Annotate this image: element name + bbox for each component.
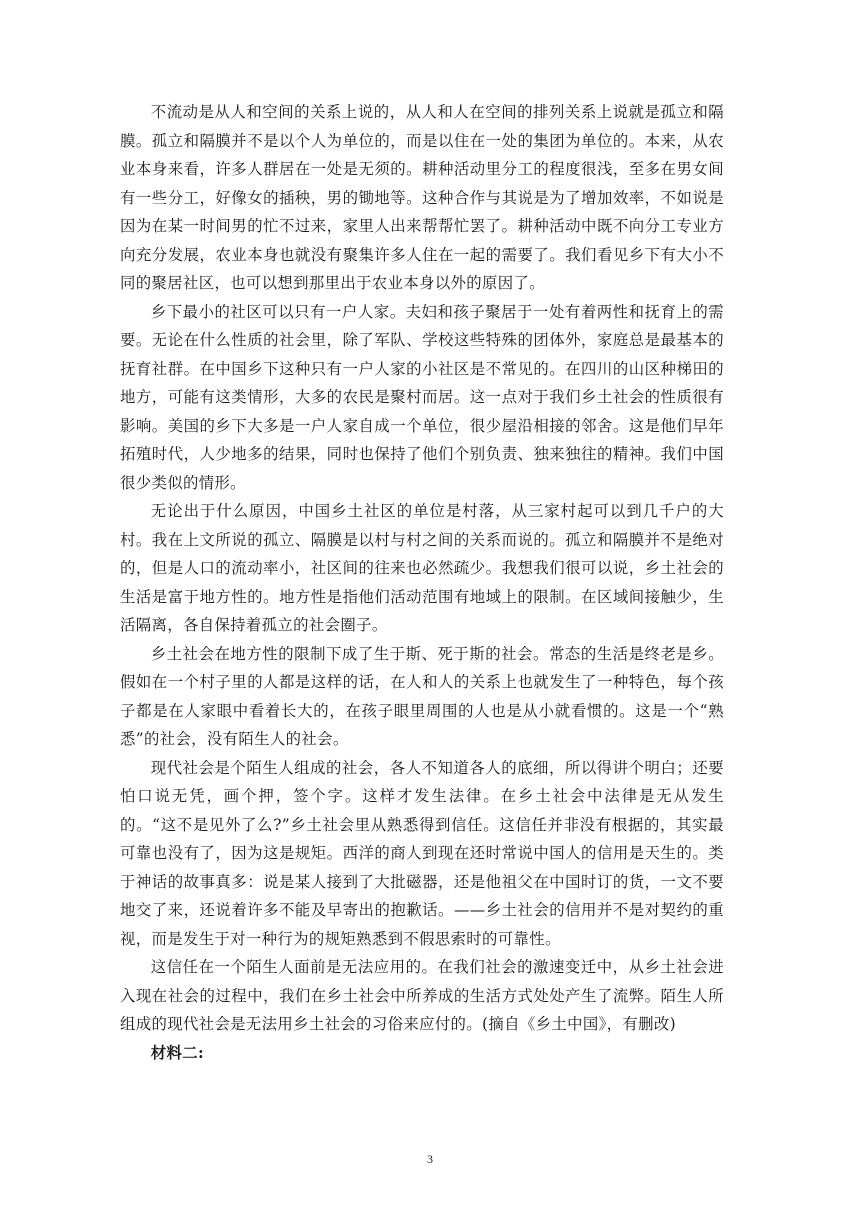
paragraph: 乡下最小的社区可以只有一户人家。夫妇和孩子聚居于一处有着两性和抚育上的需要。无论在什么性质的社会里，除了军队、学校这些特殊的团体外，家庭总是最基本的抚育社群。在中国乡下这种只有一户人家的小社区是不常见的。在四川的山区种梯田的地方，可能有这类情形，大多的农民是聚村而居。这一点对于我们乡土社会的性质很有影响。美国的乡下大多是一户人家自成一个单位，很少屋沿相接的邻舍。这是他们早年拓殖时代，人少地多的结果，同时也保持了他们个别负责、独来独往的精神。我们中国很少类似的情形。: [120, 302, 724, 492]
paragraph: 这信任在一个陌生人面前是无法应用的。在我们社会的激速变迁中，从乡土社会进入现在社会的过程中，我们在乡土社会中所养成的生活方式处处产生了流弊。陌生人所组成的现代社会是无法用乡土社会的习俗来应付的。(摘自《乡土中国》，有删改): [120, 958, 724, 1033]
paragraph: 现代社会是个陌生人组成的社会，各人不知道各人的底细，所以得讲个明白；还要怕口说无凭，画个押，签个字。这样才发生法律。在乡土社会中法律是无从发生的。“这不是见外了么?”乡土社会里从熟悉得到信任。这信任并非没有根据的，其实最可靠也没有了，因为这是规矩。西洋的商人到现在还时常说中国人的信用是天生的。类于神话的故事真多：说是某人接到了大批磁器，还是他祖父在中国时订的货，一文不要地交了来，还说着许多不能及早寄出的抱歉话。——乡土社会的信用并不是对契约的重视，而是发生于对一种行为的规矩熟悉到不假思索时的可靠性。: [120, 758, 724, 948]
paragraph: 无论出于什么原因，中国乡土社区的单位是村落，从三家村起可以到几千户的大村。我在上文所说的孤立、隔膜是以村与村之间的关系而说的。孤立和隔膜并不是绝对的，但是人口的流动率小，社区间的往来也必然疏少。我想我们很可以说，乡土社会的生活是富于地方性的。地方性是指他们活动范围有地域上的限制。在区域间接触少，生活隔离，各自保持着孤立的社会圈子。: [120, 502, 724, 634]
paragraph: 乡土社会在地方性的限制下成了生于斯、死于斯的社会。常态的生活是终老是乡。假如在一个村子里的人都是这样的话，在人和人的关系上也就发生了一种特色，每个孩子都是在人家眼中看着长大的，在孩子眼里周围的人也是从小就看惯的。这是一个“熟悉”的社会，没有陌生人的社会。: [120, 644, 724, 748]
section-heading: 材料二:: [150, 1043, 205, 1062]
body-text: [120, 98, 724, 1067]
page-number: 3: [427, 1152, 433, 1166]
paragraph: 不流动是从人和空间的关系上说的，从人和人在空间的排列关系上说就是孤立和隔膜。孤立和隔膜并不是以个人为单位的，而是以住在一处的集团为单位的。本来，从农业本身来看，许多人群居在一处是无须的。耕种活动里分工的程度很浅，至多在男女间有一些分工，好像女的插秧，男的锄地等。这种合作与其说是为了增加效率，不如说是因为在某一时间男的忙不过来，家里人出来帮帮忙罢了。耕种活动中既不向分工专业方向充分发展，农业本身也就没有聚集许多人住在一起的需要了。我们看见乡下有大小不同的聚居社区，也可以想到那里出于农业本身以外的原因了。: [120, 103, 724, 292]
